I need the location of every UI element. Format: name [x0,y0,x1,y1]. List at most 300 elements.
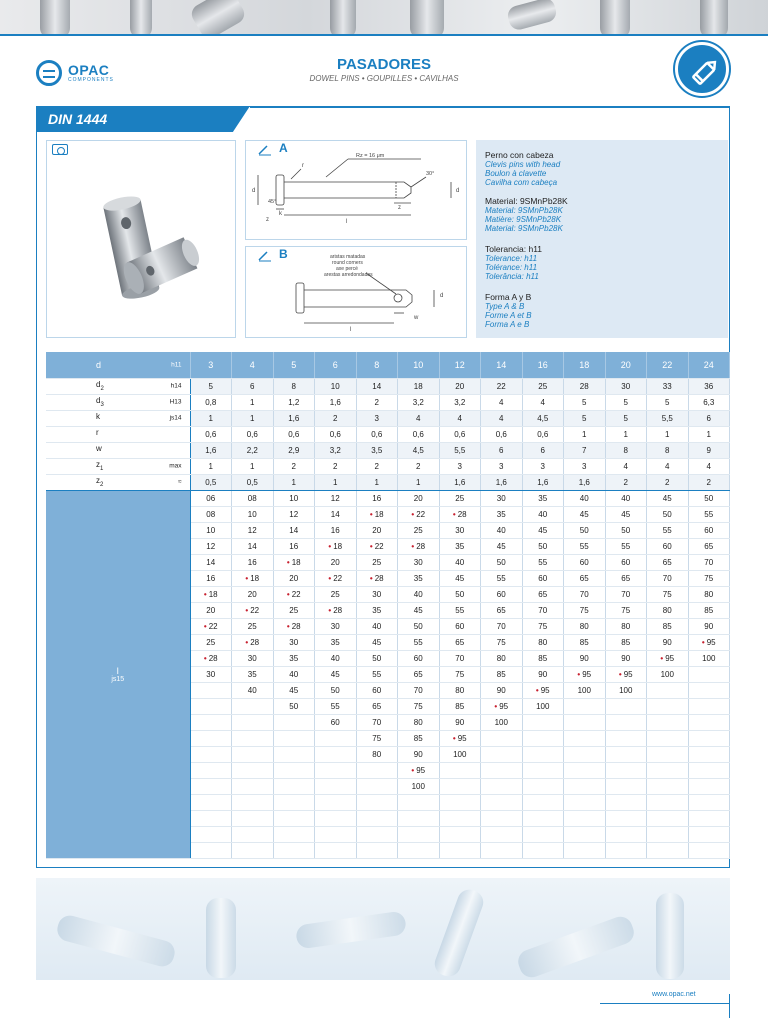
spec-symbol [96,444,102,456]
length-cell [481,826,523,842]
length-cell: 65 [356,698,398,714]
length-cell [564,810,606,826]
length-cell: • 18 [273,554,315,570]
spec-cell: 1 [232,458,274,474]
length-cell [273,794,315,810]
length-cell: 80 [688,586,730,602]
length-cell: 90 [564,650,606,666]
spec-cell: 0,6 [398,426,440,442]
length-cell [522,826,564,842]
length-cell: 70 [481,618,523,634]
length-cell: 06 [190,490,232,506]
length-cell [190,682,232,698]
length-cell [605,778,647,794]
length-cell [688,730,730,746]
length-row [46,490,730,506]
length-cell: 60 [522,570,564,586]
length-cell [688,682,730,698]
length-cell: 55 [315,698,357,714]
material-group [485,196,568,233]
length-cell: 14 [232,538,274,554]
length-cell [647,762,689,778]
length-cell: 60 [315,714,357,730]
length-cell [564,762,606,778]
length-cell: 10 [273,490,315,506]
preferred-marker: • [701,637,705,647]
length-cell [688,778,730,794]
footer-line [600,1003,730,1004]
head-height-dim-label: k [279,211,282,217]
preferred-marker: • [494,701,498,711]
length-cell: 100 [398,778,440,794]
material-es: Material: 9SMnPb28K [485,196,568,206]
length-cell: 35 [356,602,398,618]
length-cell [564,826,606,842]
length-cell [439,810,481,826]
length-cell [356,778,398,794]
preferred-marker: • [245,573,249,583]
length-cell: 45 [605,506,647,522]
note-es: aristas matadas [330,254,366,260]
length-cell: 40 [564,490,606,506]
spec-cell: 3,2 [315,442,357,458]
preferred-marker: • [203,589,207,599]
length-cell: 35 [522,490,564,506]
header-symbol: d [96,359,102,370]
z2-dim-label: z [266,217,269,223]
length-cell [647,746,689,762]
spec-cell: 4 [605,458,647,474]
length-cell: 75 [564,602,606,618]
length-cell: 08 [232,490,274,506]
length-cell [190,714,232,730]
length-label-block [46,490,190,858]
length-dim-label: l [346,219,348,225]
product-info-box [476,140,728,338]
spec-row [46,378,730,394]
spec-cell: 2,9 [273,442,315,458]
length-cell [439,826,481,842]
length-cell: 45 [647,490,689,506]
spec-cell: 2 [315,410,357,426]
length-cell [273,730,315,746]
length-cell: • 28 [232,634,274,650]
length-cell: • 28 [315,602,357,618]
spec-cell: 8 [605,442,647,458]
length-cell: 45 [315,666,357,682]
length-cell [481,762,523,778]
length-cell: 40 [273,666,315,682]
spec-cell: 2 [315,458,357,474]
length-cell: 55 [439,602,481,618]
column-header: 5 [273,352,315,378]
preferred-marker: • [411,541,415,551]
length-cell: 60 [647,538,689,554]
length-cell: 30 [232,650,274,666]
spec-symbol-sub: 2 [100,385,104,392]
head-angle-label: 45° [268,199,277,205]
length-cell: 45 [439,570,481,586]
spec-tolerance: H13 [169,398,182,406]
length-cell [190,698,232,714]
length-cell [647,730,689,746]
spec-cell: 1,6 [481,474,523,490]
length-cell: 14 [190,554,232,570]
spec-cell: 1 [232,410,274,426]
length-cell [481,794,523,810]
column-header: 20 [605,352,647,378]
length-cell [315,746,357,762]
spec-cell: 1,6 [564,474,606,490]
spec-row [46,426,730,442]
spec-cell: 3,5 [356,442,398,458]
length-cell: 70 [647,570,689,586]
head-diameter-dim-label: d [252,188,256,194]
length-cell: 80 [356,746,398,762]
length-cell [439,842,481,858]
length-cell: 50 [564,522,606,538]
length-cell [564,794,606,810]
length-cell [481,810,523,826]
length-cell: 70 [688,554,730,570]
length-cell: 90 [688,618,730,634]
preferred-marker: • [411,765,415,775]
spec-symbol-sub: 2 [100,481,104,488]
length-cell: 55 [647,522,689,538]
length-cell: 25 [398,522,440,538]
length-cell [688,698,730,714]
dimension-table [46,352,730,859]
length-cell [315,762,357,778]
spec-symbol [96,428,99,440]
preferred-marker: • [245,637,249,647]
length-cell: • 18 [190,586,232,602]
description-group [485,150,560,187]
description-pt: Cavilha com cabeça [485,178,558,187]
length-cell [232,842,274,858]
spec-cell: 6 [688,410,730,426]
length-cell [398,810,440,826]
length-cell: 65 [481,602,523,618]
length-cell: 20 [398,490,440,506]
length-cell: 65 [647,554,689,570]
spec-cell: 25 [522,378,564,394]
length-cell: 100 [647,666,689,682]
column-header: 10 [398,352,440,378]
length-cell: 65 [439,634,481,650]
length-cell: 55 [356,666,398,682]
length-cell: 20 [356,522,398,538]
spec-cell: 5,5 [647,410,689,426]
length-cell: 12 [232,522,274,538]
length-cell [315,778,357,794]
form-a-letter: A [279,141,288,155]
length-cell [605,746,647,762]
spec-cell: 6 [481,442,523,458]
spec-symbol-sub: 3 [100,401,104,408]
spec-symbol-text: z [96,460,100,470]
length-cell: 50 [356,650,398,666]
length-cell: 80 [564,618,606,634]
spec-cell: 6 [522,442,564,458]
spec-cell: 3 [522,458,564,474]
preferred-marker: • [535,685,539,695]
length-cell [605,714,647,730]
length-cell: 35 [232,666,274,682]
length-cell: 90 [398,746,440,762]
logo-sub: COMPONENTS [68,77,114,83]
length-cell: • 95 [481,698,523,714]
length-cell: 75 [605,602,647,618]
spec-cell: 0,6 [232,426,274,442]
preferred-marker: • [286,589,290,599]
spec-symbol-text: d [96,396,101,406]
length-cell: • 22 [190,618,232,634]
length-cell: 75 [356,730,398,746]
spec-row [46,442,730,458]
length-cell [481,842,523,858]
diameter-dim-label: d [456,188,460,194]
length-cell: 35 [315,634,357,650]
description-fr: Boulon à clavette [485,169,547,178]
length-cell: 80 [605,618,647,634]
spec-cell: 5 [647,394,689,410]
length-cell: 20 [273,570,315,586]
length-cell: 45 [356,634,398,650]
length-cell: 75 [481,634,523,650]
pencil-badge [675,42,729,96]
length-cell: 80 [481,650,523,666]
spec-cell: 0,6 [522,426,564,442]
length-cell: 90 [605,650,647,666]
length-cell: 40 [398,586,440,602]
length-cell [522,778,564,794]
spec-symbol-sub: 1 [100,465,104,472]
spec-cell: 4 [439,410,481,426]
spec-cell: 14 [356,378,398,394]
length-cell [647,826,689,842]
spec-cell: 0,6 [481,426,523,442]
length-cell: 55 [605,538,647,554]
column-header: 12 [439,352,481,378]
length-cell: • 95 [564,666,606,682]
length-cell: 100 [688,650,730,666]
length-cell: 85 [481,666,523,682]
spec-cell: 28 [564,378,606,394]
length-cell: 85 [564,634,606,650]
length-cell: 25 [439,490,481,506]
preferred-marker: • [328,573,332,583]
length-cell: 30 [481,490,523,506]
length-cell: 12 [190,538,232,554]
preferred-marker: • [411,509,415,519]
length-cell [564,842,606,858]
length-cell [688,746,730,762]
spec-cell: 2 [688,474,730,490]
length-cell: 35 [439,538,481,554]
length-cell: 65 [605,570,647,586]
length-cell: 50 [522,538,564,554]
spec-cell: 22 [481,378,523,394]
length-cell: 40 [481,522,523,538]
length-cell [232,810,274,826]
length-cell: 40 [522,506,564,522]
spec-cell: 5 [564,410,606,426]
length-cell: 55 [522,554,564,570]
length-cell: • 22 [356,538,398,554]
tolerance-pt: Tolerância: h11 [485,272,539,281]
length-cell [232,794,274,810]
spec-cell: 3 [481,458,523,474]
spec-cell: 1 [190,458,232,474]
length-cell: 85 [688,602,730,618]
length-cell: 20 [190,602,232,618]
spec-symbol [96,476,103,488]
spec-tolerance: h14 [170,382,182,390]
length-cell [564,698,606,714]
length-cell: 25 [273,602,315,618]
length-cell: 65 [564,570,606,586]
spec-cell: 4 [398,410,440,426]
spec-cell: 0,6 [356,426,398,442]
preferred-marker: • [369,509,373,519]
preferred-marker: • [286,557,290,567]
note-pt: arestas arredondadas [324,272,373,278]
length-cell: • 28 [273,618,315,634]
length-cell [605,826,647,842]
spec-cell: 1 [315,474,357,490]
length-cell [605,730,647,746]
z1-dim-label: z [398,205,401,211]
length-cell [647,810,689,826]
length-cell [273,826,315,842]
spec-cell: 2 [356,394,398,410]
length-cell: 55 [481,570,523,586]
length-cell: 20 [232,586,274,602]
spec-cell: 1 [688,426,730,442]
length-cell [315,794,357,810]
length-cell [232,714,274,730]
length-cell [273,746,315,762]
length-cell: 30 [356,586,398,602]
top-photo-band [0,0,768,36]
length-cell: 50 [273,698,315,714]
length-cell: 100 [564,682,606,698]
spec-row-label [46,378,190,394]
length-cell: 30 [273,634,315,650]
length-cell: 25 [356,554,398,570]
description-en: Clevis pins with head [485,160,561,169]
spec-cell: 0,5 [232,474,274,490]
length-cell [273,842,315,858]
length-cell: 12 [273,506,315,522]
pencil-small-icon [257,250,273,262]
length-cell: 45 [273,682,315,698]
length-cell [647,682,689,698]
length-cell: 70 [522,602,564,618]
spec-tolerance: max [169,462,182,470]
length-cell: 40 [232,682,274,698]
spec-cell: 0,6 [273,426,315,442]
spec-cell: 5 [605,410,647,426]
note-en: round corners [332,260,363,266]
length-cell [273,714,315,730]
length-cell: • 95 [522,682,564,698]
spec-row-label [46,426,190,442]
frame-top-line [250,106,730,108]
spec-cell: 9 [688,442,730,458]
preferred-marker: • [328,605,332,615]
length-cell: 60 [605,554,647,570]
spec-cell: 5 [190,378,232,394]
spec-cell: 3,2 [439,394,481,410]
spec-row [46,458,730,474]
column-header: 24 [688,352,730,378]
standard-label: DIN 1444 [48,111,108,127]
column-header: 3 [190,352,232,378]
tolerance-group [485,244,542,281]
spec-cell: 4 [688,458,730,474]
column-header: 4 [232,352,274,378]
length-cell: 55 [564,538,606,554]
length-cell: 10 [190,522,232,538]
spec-cell: 2 [356,458,398,474]
spec-row-label [46,442,190,458]
spec-tolerance: js14 [169,414,182,422]
preferred-marker: • [286,621,290,631]
length-cell: 90 [481,682,523,698]
form-group [485,292,532,329]
tolerance-en: Tolerance: h11 [485,254,538,263]
l2-dim-label: l [350,327,352,333]
spec-cell: 5 [564,394,606,410]
length-cell [439,762,481,778]
length-cell [439,794,481,810]
form-es: Forma A y B [485,292,532,302]
footer-url[interactable]: www.opac.net [652,991,696,998]
length-cell: 70 [439,650,481,666]
spec-cell: 6 [232,378,274,394]
spec-row-label [46,410,190,426]
length-cell: 75 [647,586,689,602]
column-header: 16 [522,352,564,378]
length-cell: 10 [232,506,274,522]
length-tolerance: js15 [111,675,125,683]
length-cell: 40 [439,554,481,570]
length-cell [398,794,440,810]
length-cell: 08 [190,506,232,522]
length-cell [232,698,274,714]
spec-cell: 2,2 [232,442,274,458]
preferred-marker: • [577,669,581,679]
spec-cell: 6,3 [688,394,730,410]
length-cell [232,778,274,794]
pencil-small-icon [257,144,273,156]
spec-cell: 2 [605,474,647,490]
length-cell: • 95 [439,730,481,746]
length-cell: 70 [564,586,606,602]
length-cell: 80 [522,634,564,650]
length-cell: 100 [605,682,647,698]
length-cell [647,842,689,858]
length-cell: 75 [398,698,440,714]
length-cell: 100 [439,746,481,762]
logo-name: OPAC [68,62,110,78]
length-cell [356,762,398,778]
length-cell [605,842,647,858]
spec-cell: 3,2 [398,394,440,410]
length-cell: • 22 [315,570,357,586]
